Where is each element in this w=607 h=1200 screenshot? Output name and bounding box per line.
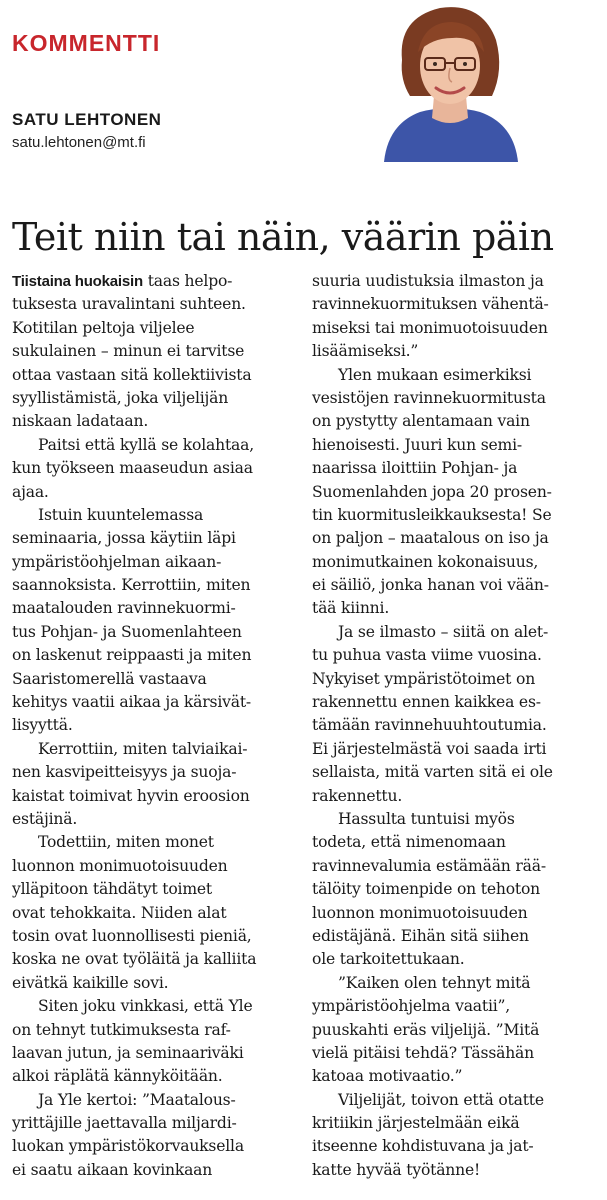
text-line <box>312 1112 602 1135</box>
text-line <box>312 270 602 293</box>
text-line <box>312 855 602 878</box>
text-line-content: katoaa motivaatio.” <box>312 1067 463 1086</box>
text-line-content: laavan jutun, ja seminaariväki <box>12 1043 244 1062</box>
text-line <box>12 597 302 620</box>
text-line <box>312 831 602 854</box>
text-line-content: todeta, että nimenomaan <box>312 833 506 852</box>
text-line-content: ovat tehokkaita. Niiden alat <box>12 903 227 922</box>
text-line <box>312 434 602 457</box>
text-line-content: ajaa. <box>12 482 49 501</box>
text-line-content: miseksi tai monimuotoisuuden <box>312 318 548 337</box>
text-line <box>12 364 302 387</box>
text-line <box>12 1089 302 1112</box>
text-line-content: tu puhua vasta viime vuosina. <box>312 646 542 665</box>
text-line-content: puuskahti eräs viljelijä. ”Mitä <box>312 1020 540 1039</box>
text-line <box>12 1135 302 1158</box>
text-line-content: luokan ympäristökorvauksella <box>12 1137 244 1156</box>
text-line-content: naarissa iloittiin Pohjan- ja <box>312 459 518 478</box>
text-line <box>312 948 602 971</box>
text-line-content: Todettiin, miten monet <box>38 833 214 852</box>
text-line <box>12 551 302 574</box>
text-line <box>312 1159 602 1182</box>
text-line <box>12 691 302 714</box>
text-line <box>12 1019 302 1042</box>
text-line-content: Siten joku vinkkasi, että Yle <box>38 997 253 1016</box>
text-line-content: tuksesta uravalintani suhteen. <box>12 295 246 314</box>
text-line <box>12 457 302 480</box>
text-line-content: Paitsi että kyllä se kolahtaa, <box>38 435 254 454</box>
text-line <box>312 597 602 620</box>
text-line <box>12 972 302 995</box>
text-line-content: ”Kaiken olen tehnyt mitä <box>338 973 531 992</box>
text-line-content: kaistat toimivat hyvin eroosion <box>12 786 250 805</box>
text-line-content: saannoksista. Kerrottiin, miten <box>12 576 251 595</box>
text-line-content: ei säiliö, jonka hanan voi vään- <box>312 576 549 595</box>
text-line <box>12 1042 302 1065</box>
text-line-content: itseenne kohdistuvana ja jat- <box>312 1137 534 1156</box>
text-line <box>312 317 602 340</box>
author-name: SATU LEHTONEN <box>12 110 162 129</box>
text-line-content: ei saatu aikaan kovinkaan <box>12 1160 213 1179</box>
section-label: KOMMENTTI <box>12 30 161 56</box>
text-line-content: rakennettu ennen kaikkea es- <box>312 693 541 712</box>
headline: Teit niin tai näin, väärin päin <box>12 215 554 260</box>
text-line <box>312 574 602 597</box>
text-line <box>312 527 602 550</box>
text-line-content: Viljelijät, toivon että otatte <box>338 1090 544 1109</box>
text-line-content: Istuin kuuntelemassa <box>38 505 204 524</box>
text-line-content: suuria uudistuksia ilmaston ja <box>312 272 544 290</box>
text-line <box>12 270 302 293</box>
text-line-content: vesistöjen ravinnekuormitusta <box>312 388 546 407</box>
text-line <box>312 644 602 667</box>
text-line-content: katte hyvää työtänne! <box>312 1160 481 1179</box>
text-line <box>312 714 602 737</box>
text-line-content: tus Pohjan- ja Suomenlahteen <box>12 622 242 641</box>
text-line-content: koska ne ovat työläitä ja kalliita <box>12 950 257 969</box>
text-line-content: niskaan ladataan. <box>12 412 149 431</box>
text-line-content: ympäristöohjelma vaatii”, <box>312 997 511 1016</box>
text-line <box>312 691 602 714</box>
text-line-content: nen kasvipeitteisyys ja suoja- <box>12 763 237 782</box>
text-line <box>12 855 302 878</box>
text-line-content: ole tarkoitettukaan. <box>312 950 465 969</box>
text-line <box>12 668 302 691</box>
text-line-content: yrittäjille jaettavalla miljardi- <box>12 1114 237 1133</box>
text-line-content: tosin ovat luonnollisesti pieniä, <box>12 926 252 945</box>
text-line <box>312 1089 602 1112</box>
text-line <box>12 925 302 948</box>
text-line-content: on pystytty alentamaan vain <box>312 412 530 431</box>
text-line <box>12 995 302 1018</box>
text-line-content: Ja se ilmasto – siitä on alet- <box>338 622 549 641</box>
text-line-content: Suomenlahden jopa 20 prosen- <box>312 482 552 501</box>
text-line-content: lisäämiseksi.” <box>312 342 419 361</box>
text-line <box>12 481 302 504</box>
text-line <box>312 785 602 808</box>
text-line-content: vielä pitäisi tehdä? Tässähän <box>312 1043 534 1062</box>
text-line <box>12 714 302 737</box>
text-line <box>12 761 302 784</box>
text-line <box>312 808 602 831</box>
text-line <box>312 972 602 995</box>
text-line <box>12 574 302 597</box>
text-line <box>12 293 302 316</box>
text-line-content: monimutkainen kokonaisuus, <box>312 552 539 571</box>
text-line <box>12 1112 302 1135</box>
text-line <box>12 317 302 340</box>
text-line <box>12 410 302 433</box>
text-line <box>312 457 602 480</box>
text-line-content: kehitys vaatii aikaa ja kärsivät- <box>12 693 251 712</box>
text-line-content: kun työkseen maaseudun asiaa <box>12 459 253 478</box>
text-line <box>312 504 602 527</box>
text-line <box>12 808 302 831</box>
text-line-content: Ylen mukaan esimerkiksi <box>338 365 532 384</box>
text-line-content: seminaaria, jossa käytiin läpi <box>12 529 236 548</box>
text-line-content: on paljon – maatalous on iso ja <box>312 529 549 548</box>
text-line-content: Kotitilan peltoja viljelee <box>12 318 195 337</box>
text-line <box>312 364 602 387</box>
text-line-content: on tehnyt tutkimuksesta raf- <box>12 1020 231 1039</box>
text-line <box>12 738 302 761</box>
text-line-content: alkoi räplätä kännyköitään. <box>12 1067 223 1086</box>
text-line-content: tää kiinni. <box>312 599 390 618</box>
text-line-content: rakennettu. <box>312 786 403 805</box>
text-line <box>12 1159 302 1182</box>
text-line-content: Hassulta tuntuisi myös <box>338 809 515 828</box>
text-line-content: luonnon monimuotoisuuden <box>312 903 528 922</box>
text-line-content: Ei järjestelmästä voi saada irti <box>312 739 547 758</box>
text-line-content: syyllistämistä, joka viljelijän <box>12 388 229 407</box>
text-line-content: maatalouden ravinnekuormi- <box>12 599 236 618</box>
text-line-content: ottaa vastaan sitä kollektiivista <box>12 365 252 384</box>
text-line <box>12 831 302 854</box>
text-line-content: eivätkä kaikille sovi. <box>12 973 169 992</box>
text-line-content: kritiikin järjestelmään eikä <box>312 1114 520 1133</box>
text-line-content: estäjinä. <box>12 809 78 828</box>
text-line <box>312 410 602 433</box>
text-line <box>312 387 602 410</box>
text-line <box>12 902 302 925</box>
text-line-content: Ja Yle kertoi: ”Maatalous- <box>38 1090 236 1109</box>
text-line-content: sellaista, mitä varten sitä ei ole <box>312 763 553 782</box>
text-line <box>312 481 602 504</box>
text-line <box>312 621 602 644</box>
text-line <box>12 387 302 410</box>
text-line <box>312 925 602 948</box>
text-line <box>12 621 302 644</box>
author-portrait <box>380 0 520 162</box>
text-line-content: Saaristomerellä vastaava <box>12 669 207 688</box>
text-line <box>12 527 302 550</box>
text-line-content: tin kuormitusleikkauksesta! Se <box>312 505 552 524</box>
text-line <box>312 995 602 1018</box>
text-line <box>312 738 602 761</box>
text-line <box>312 1042 602 1065</box>
text-line <box>312 761 602 784</box>
lead-in: Tiistaina huokaisin <box>12 273 143 290</box>
text-line <box>312 1135 602 1158</box>
text-line-content: ravinnevalumia estämään rää- <box>312 856 546 875</box>
text-line <box>312 293 602 316</box>
text-line <box>312 668 602 691</box>
text-line-content: Kerrottiin, miten talviaikai- <box>38 739 248 758</box>
text-line-content: ravinnekuormituksen vähentä- <box>312 295 549 314</box>
text-line <box>12 785 302 808</box>
text-line <box>312 340 602 363</box>
text-line-content: lisyyttä. <box>12 716 73 735</box>
text-line-content: edistäjänä. Eihän sitä siihen <box>312 926 529 945</box>
text-line-content: luonnon monimuotoisuuden <box>12 856 228 875</box>
text-line <box>312 1019 602 1042</box>
text-line-content: tälöity toimenpide on tehoton <box>312 880 541 899</box>
text-line <box>312 878 602 901</box>
text-line <box>312 551 602 574</box>
text-line <box>12 340 302 363</box>
text-line <box>12 434 302 457</box>
text-line-content: sukulainen – minun ei tarvitse <box>12 342 245 361</box>
text-line <box>312 1065 602 1088</box>
text-line <box>12 878 302 901</box>
text-line <box>12 1065 302 1088</box>
text-line <box>12 948 302 971</box>
text-line-content: Nykyiset ympäristötoimet on <box>312 669 536 688</box>
author-email[interactable]: satu.lehtonen@mt.fi <box>12 134 146 151</box>
article-column-left <box>12 270 302 1182</box>
text-line-content: hienoisesti. Juuri kun semi- <box>312 435 522 454</box>
text-line-content: tämään ravinnehuuhtoutumia. <box>312 716 547 735</box>
text-line <box>12 504 302 527</box>
text-line-content: taas helpo- <box>142 272 233 290</box>
text-line-content: on laskenut reippaasti ja miten <box>12 646 252 665</box>
text-line <box>312 902 602 925</box>
article-column-right <box>312 270 602 1182</box>
text-line-content: ylläpitoon tähdätyt toimet <box>12 880 213 899</box>
text-line <box>12 644 302 667</box>
text-line-content: ympäristöohjelman aikaan- <box>12 552 222 571</box>
